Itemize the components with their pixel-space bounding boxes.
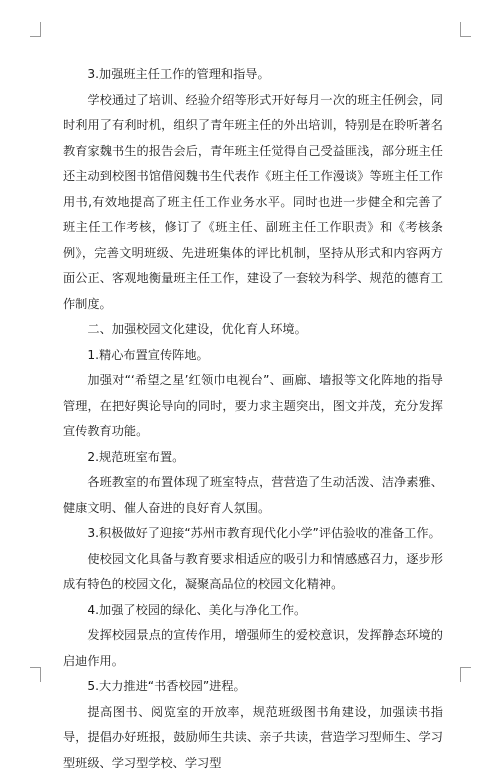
crop-mark-top-right [460, 22, 471, 37]
crop-mark-bottom-left [30, 667, 41, 682]
section-heading-campus-culture: 二、加强校园文化建设，优化育人环境。 [63, 317, 443, 343]
crop-mark-bottom-right [460, 667, 471, 682]
document-body [63, 62, 443, 776]
subheading-class-teacher-management: 3.加强班主任工作的管理和指导。 [63, 62, 443, 88]
subheading-classroom-layout: 2.规范班室布置。 [63, 445, 443, 471]
subheading-propaganda-positions: 1.精心布置宣传阵地。 [63, 343, 443, 369]
paragraph-class-teacher-training: 学校通过了培训、经验介绍等形式开好每月一次的班主任例会，同时利用了有利时机，组织了青年班主任的外出培训，特别是在聆听著名教育家魏书生的报告会后，青年班主任觉得自己受益匪浅，部分班主任还主动到校图书馆借阅魏书生代表作《班主任工作漫谈》等班主任工作用书,有效地提高了班主任工作业务水平。同时也进一步健全和完善了班主任工作考核，修订了《班主任、副班主任工作职责》和《考核条例》，完善文明班级、先进班集体的评比机制，坚持从形式和内容两方面公正、客观地衡量班主任工作，建设了一套较为科学、规范的德育工作制度。 [63, 88, 443, 318]
paragraph-campus-culture-spirit: 使校园文化具备与教育要求相适应的吸引力和情感感召力，逐步形成有特色的校园文化，凝聚高品位的校园文化精神。 [63, 547, 443, 598]
paragraph-propaganda-positions: 加强对“‘希望之星’红领巾电视台”、画廊、墙报等文化阵地的指导管理，在把好舆论导向的同时，要力求主题突出，图文并茂，充分发挥宣传教育功能。 [63, 368, 443, 445]
paragraph-greening: 发挥校园景点的宣传作用，增强师生的爱校意识，发挥静态环境的启迪作用。 [63, 623, 443, 674]
paragraph-classroom-layout: 各班教室的布置体现了班室特点，营营造了生动活泼、洁净素雅、健康文明、催人奋进的良好育人氛围。 [63, 470, 443, 521]
subheading-greening: 4.加强了校园的绿化、美化与净化工作。 [63, 598, 443, 624]
crop-mark-top-left [30, 22, 41, 37]
subheading-book-campus: 5.大力推进“书香校园”进程。 [63, 674, 443, 700]
subheading-modernization-evaluation: 3.积极做好了迎接“苏州市教育现代化小学”评估验收的准备工作。 [63, 521, 443, 547]
paragraph-book-campus: 提高图书、阅览室的开放率，规范班级图书角建设，加强读书指导，提倡办好班报，鼓励师生共读、亲子共读，营造学习型师生、学习型班级、学习型学校、学习型 [63, 700, 443, 776]
